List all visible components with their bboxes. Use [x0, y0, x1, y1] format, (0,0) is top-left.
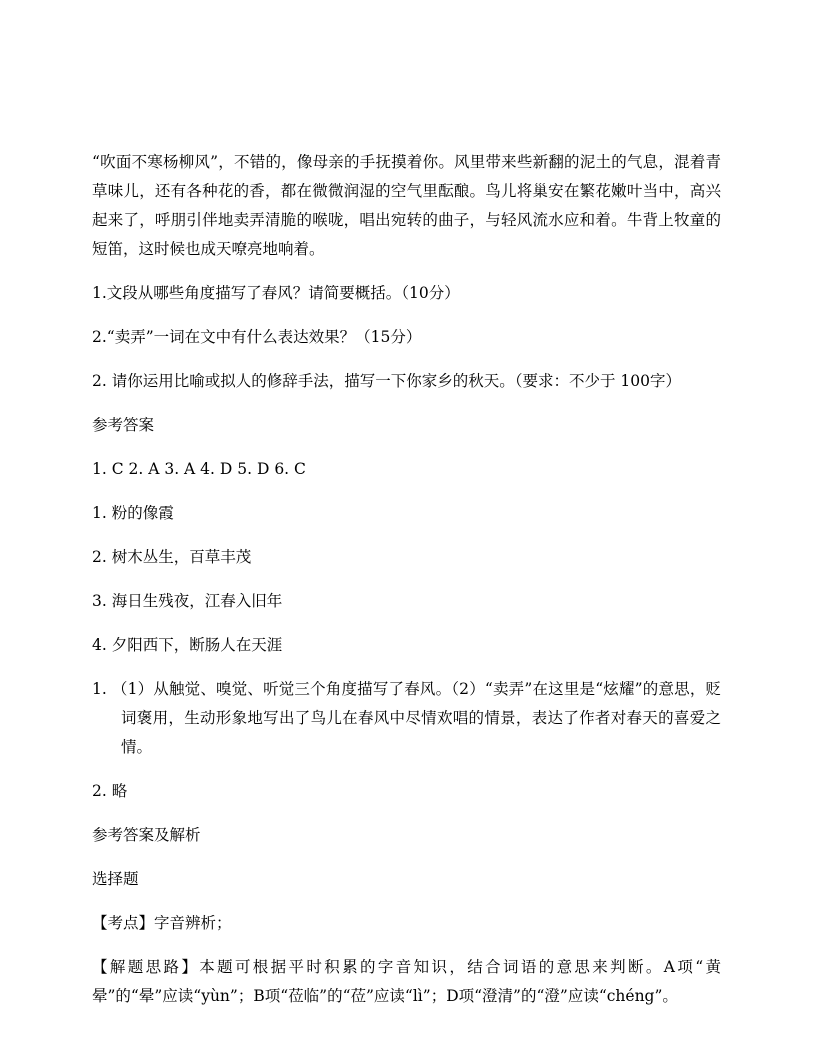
choice-answers: 1. C 2. A 3. A 4. D 5. D 6. C: [92, 460, 306, 478]
question-1: 1.文段从哪些角度描写了春风？请简要概括。（10分）: [92, 284, 460, 302]
analysis-heading: 参考答案及解析: [92, 826, 201, 844]
kaodian-note: 【考点】字音辨析；: [92, 914, 232, 932]
section-heading: 选择题: [92, 870, 139, 888]
fill-answer-3: 3. 海日生残夜，江春入旧年: [92, 592, 283, 610]
writing-answer: 2. 略: [92, 782, 128, 800]
fill-answer-2: 2. 树木丛生，百草丰茂: [92, 548, 252, 566]
reading-answer: 1. （1）从触觉、嗅觉、听觉三个角度描写了春风。（2）“卖弄”在这里是“炫耀”的意思，贬词褒用，生动形象地写出了鸟儿在春风中尽情欢唱的情景，表达了作者对春天的喜爱之情。: [92, 680, 721, 756]
reading-passage: “吹面不寒杨柳风”，不错的，像母亲的手抚摸着你。风里带来些新翻的泥土的气息，混着青草味儿，还有各种花的香，都在微微润湿的空气里酝酿。鸟儿将巢安在繁花嫩叶当中，高兴起来了，呼朋引伴地卖弄清脆的喉咙，唱出宛转的曲子，与轻风流水应和着。牛背上牧童的短笛，这时候也成天嘹亮地响着。: [92, 153, 721, 258]
fill-answer-4: 4. 夕阳西下，断肠人在天涯: [92, 636, 283, 654]
answers-heading: 参考答案: [92, 416, 155, 434]
fill-answer-1: 1. 粉的像霞: [92, 504, 174, 522]
question-2: 2.“卖弄”一词在文中有什么表达效果？（15分）: [92, 328, 422, 346]
solution-approach: 【解题思路】本题可根据平时积累的字音知识，结合词语的意思来判断。A项“黄晕”的“晕”应读“yùn”；B项“莅临”的“莅”应读“lì”；D项“澄清”的“澄”应读“chéng”。: [92, 958, 721, 1005]
question-writing: 2. 请你运用比喻或拟人的修辞手法，描写一下你家乡的秋天。（要求：不少于 100字）: [92, 372, 681, 390]
